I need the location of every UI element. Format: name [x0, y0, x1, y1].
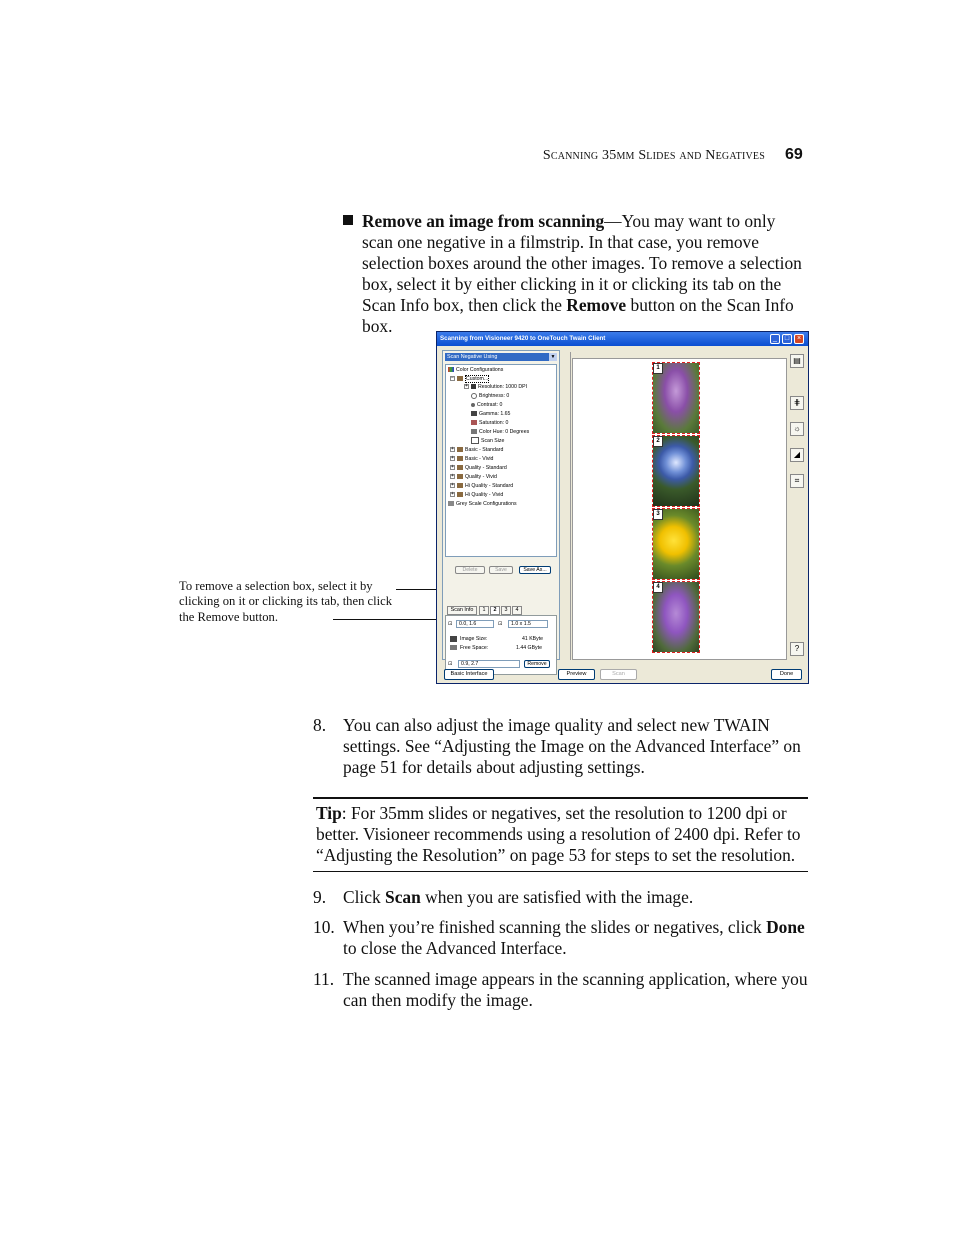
step-8: [313, 715, 809, 781]
step-11: [313, 969, 809, 1013]
expand-icon[interactable]: +: [465, 383, 468, 390]
step-number: 8.: [313, 715, 327, 735]
tree-item[interactable]: + Resolution: 1000 DPI: [465, 383, 528, 390]
bullet-paragraph: [362, 211, 808, 337]
done-button[interactable]: Done: [771, 669, 802, 680]
window-title-bar: [437, 332, 808, 346]
image-size-icon: [450, 636, 457, 642]
tip-text: : For 35mm slides or negatives, set the resolution to 1200 dpi or better. Visioneer recommends using a resolution of 2400 dpi. Refer to “Adjusting the Resolution” on page 53 for steps to set the resolution.: [316, 803, 801, 865]
folder-icon: [457, 474, 463, 479]
tip-label: Tip: [316, 803, 342, 823]
frame-label-4: 4: [653, 582, 663, 593]
step-number: 10.: [313, 917, 335, 937]
minimize-icon[interactable]: _: [770, 334, 780, 344]
scan-button[interactable]: Scan: [600, 669, 637, 680]
running-header-title: Scanning 35mm Slides and Negatives: [542, 148, 765, 163]
tree-item[interactable]: Contrast: 0: [471, 401, 502, 409]
step-text: The scanned image appears in the scanning application, where you can then modify the image.: [343, 969, 808, 1010]
scan-bold: Scan: [385, 887, 421, 907]
expand-icon[interactable]: +: [451, 455, 454, 462]
save-as-button[interactable]: Save As...: [519, 566, 551, 574]
close-icon[interactable]: ×: [794, 334, 804, 344]
folder-icon: [457, 483, 463, 488]
brightness-icon: [471, 393, 477, 399]
zoom-icon: ⊡: [448, 661, 453, 667]
configuration-panel: [442, 350, 560, 667]
saturation-icon: [471, 420, 477, 425]
tip-box: [313, 797, 808, 872]
bullet-bold-remove: Remove: [566, 295, 627, 315]
selection-box-4[interactable]: [652, 581, 700, 653]
tree-item[interactable]: Saturation: 0: [471, 419, 508, 427]
crop-icon[interactable]: ⌗: [790, 474, 804, 488]
maximize-icon[interactable]: □: [782, 334, 792, 344]
image-size-row: Image Size:: [450, 635, 487, 643]
tree-item[interactable]: + Basic - Standard: [451, 446, 504, 453]
expand-icon[interactable]: +: [451, 473, 454, 480]
tree-item[interactable]: Gamma: 1.65: [471, 410, 510, 418]
help-icon[interactable]: ?: [790, 642, 804, 656]
expand-icon[interactable]: +: [451, 482, 454, 489]
selection-box-3[interactable]: [652, 508, 700, 580]
page-number: 69: [785, 146, 803, 163]
tree-item[interactable]: + Hi Quality - Standard: [451, 482, 514, 489]
color-config-icon: [448, 367, 454, 372]
preview-button[interactable]: Preview: [558, 669, 595, 680]
tab-1[interactable]: 1: [479, 606, 489, 615]
tree-item[interactable]: + Quality - Standard: [451, 464, 507, 471]
tree-item[interactable]: Scan Size: [471, 437, 504, 445]
scan-using-dropdown[interactable]: [445, 353, 557, 361]
image-size-value: 41 KByte: [522, 636, 544, 642]
frame-label-3: 3: [653, 509, 663, 520]
grey-config-icon: [448, 501, 454, 506]
origin-field[interactable]: 0.0, 1.6: [456, 620, 494, 628]
bullet-bold-lead: Remove an image from scanning: [362, 211, 605, 231]
gamma-icon: [471, 411, 477, 416]
curves-icon[interactable]: ◢: [790, 448, 804, 462]
basic-interface-button[interactable]: Basic Interface: [444, 669, 494, 680]
tool-sidebar: [789, 352, 805, 660]
tree-item[interactable]: Brightness: 0: [471, 392, 509, 400]
tab-3[interactable]: 3: [501, 606, 511, 615]
scan-size-icon: [471, 437, 479, 444]
scanner-window-screenshot: [436, 331, 809, 684]
folder-icon: [457, 492, 463, 497]
properties-icon[interactable]: ▤: [790, 354, 804, 368]
tree-item[interactable]: Grey Scale Configurations: [448, 500, 517, 508]
step-number: 11.: [313, 969, 335, 989]
selection-box-1[interactable]: [652, 362, 700, 434]
vertical-ruler: [564, 352, 571, 660]
bullet-text-1: —You may want to only scan one negative in a filmstrip. In that case, you remove selection boxes around the other images. To remove a selection box, select it by either clicking in it or clicking its tab on the Scan Info box, then click the: [362, 211, 802, 315]
tree-item[interactable]: + Basic - Vivid: [451, 455, 494, 462]
expand-icon[interactable]: +: [451, 464, 454, 471]
callout-text: To remove a selection box, select it by clicking on it or clicking its tab, then click the Remove button.: [179, 579, 392, 624]
save-button[interactable]: Save: [489, 566, 513, 574]
tab-4[interactable]: 4: [512, 606, 522, 615]
step-text: You can also adjust the image quality and select new TWAIN settings. See “Adjusting the Image on the Advanced Interface” on page 51 for details about adjusting settings.: [343, 715, 801, 777]
color-hue-icon: [471, 429, 477, 434]
origin-icon: ⊡: [448, 621, 453, 627]
tree-item[interactable]: − Custom...: [451, 375, 489, 382]
expand-icon[interactable]: +: [451, 446, 454, 453]
step-number: 9.: [313, 887, 327, 907]
free-space-value: 1.44 GByte: [516, 645, 542, 651]
collapse-icon[interactable]: −: [451, 375, 454, 382]
folder-icon: [457, 456, 463, 461]
configuration-tree: [445, 364, 557, 557]
size-icon: ⊡: [498, 621, 503, 627]
expand-icon[interactable]: +: [451, 491, 454, 498]
step-10: [313, 917, 809, 961]
tree-item[interactable]: Color Configurations: [448, 366, 503, 374]
contrast-icon: [471, 403, 475, 407]
zoom-field[interactable]: 0.9, 2.7: [458, 660, 520, 668]
tab-scan-info[interactable]: Scan Info: [447, 606, 477, 615]
frame-label-2: 2: [653, 436, 663, 447]
chevron-down-icon[interactable]: ▼: [550, 354, 556, 360]
window-title: Scanning from Visioneer 9420 to OneTouch Twain Client: [440, 335, 606, 342]
free-space-row: Free Space:: [450, 644, 488, 652]
folder-icon: [457, 376, 463, 381]
brightness-adjust-icon[interactable]: ☼: [790, 422, 804, 436]
done-bold: Done: [766, 917, 805, 937]
scan-info-box: [445, 615, 557, 675]
step-9: [313, 887, 809, 909]
folder-icon: [457, 447, 463, 452]
scan-using-value: Scan Negative Using: [447, 354, 498, 360]
step-text: Click Scan when you are satisfied with the image.: [343, 887, 694, 907]
remove-button[interactable]: Remove: [524, 660, 550, 668]
tip-paragraph: [316, 803, 808, 866]
delete-button[interactable]: Delete: [455, 566, 485, 574]
tree-item[interactable]: + Hi Quality - Vivid: [451, 491, 504, 498]
tab-2[interactable]: 2: [490, 606, 500, 615]
tree-item[interactable]: + Quality - Vivid: [451, 473, 497, 480]
size-field[interactable]: 1.0 x 1.5: [508, 620, 548, 628]
step-text: When you’re finished scanning the slides or negatives, click Done to close the Advanced Interface.: [343, 917, 805, 958]
resolution-icon: [471, 384, 476, 389]
selection-box-2[interactable]: [652, 435, 700, 507]
frame-label-1: 1: [653, 363, 663, 374]
histogram-icon[interactable]: ⋕: [790, 396, 804, 410]
disk-icon: [450, 645, 457, 650]
folder-icon: [457, 465, 463, 470]
tree-item[interactable]: Color Hue: 0 Degrees: [471, 428, 529, 436]
bullet-text-2: button on the Scan Info box.: [362, 295, 794, 336]
preview-area: [572, 358, 787, 660]
bullet-square-icon: [343, 215, 353, 225]
